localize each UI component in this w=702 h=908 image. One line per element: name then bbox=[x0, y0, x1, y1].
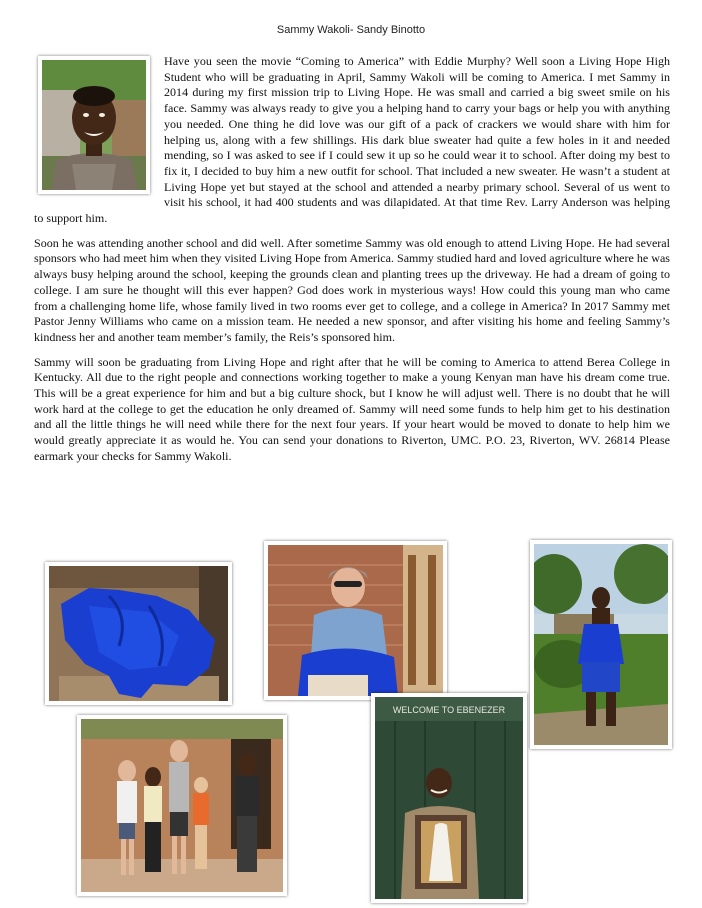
group-mud-house-photo bbox=[77, 715, 287, 896]
paragraph-1: Have you seen the movie “Coming to America” with Eddie Murphy? Well soon a Living Hope High Student who will be graduating in April, Sammy Wakoli will be coming to America. I met Sammy in 2014 during my first mission trip to Living Hope. He was small and carried a big sweet smile on his face. Sammy was always ready to give you a helping hand to carry your bags or help you with anything you needed. One thing he did love was our gift of a pack of crackers we would share with him for helping us, along with a few shillings. His dark blue sweater had quite a few holes in it and needed mending, so I was asked to see if I could sew it up so he could wear it to school. After doing my best to fix it, I decided to buy him a new outfit for school. That included a new sweater. He wasn’t a student at Living Hope yet but stayed at the school and attended a nearby primary school. Several of us went to visit his school, it had 400 students and was dilapidated. At that time Rev. Larry Anderson was helping to support him. bbox=[34, 54, 670, 226]
sandy-sewing-photo bbox=[264, 541, 447, 700]
paragraph-2: Soon he was attending another school and did well. After sometime Sammy was old enough to attend Living Hope. He had several sponsors who had meet him when they visited Living Hope from America. Sammy studied hard and loved agriculture where he was always busy helping around the school, keeping the grounds clean and planting trees up the driveway. He had a dream of going to college. I am sure he thought will this ever happen? God does work in mysterious ways! How could this young man who came from a challenging home life, whose family lived in two rooms ever get to college, and a college in America? In 2017 Sammy met Pastor Jenny Williams who came on a mission team. He needed a new sponsor, and after visiting his home and feeling Sammy’s kindness her and another team member’s family, the Reis’s sponsored him. bbox=[34, 235, 670, 344]
sammy-ebenezer-photo bbox=[371, 693, 527, 903]
sammy-uniform-photo bbox=[530, 540, 672, 749]
blue-sweater-photo bbox=[45, 562, 232, 705]
sammy-portrait-photo bbox=[38, 56, 150, 194]
paragraph-3: Sammy will soon be graduating from Living Hope and right after that he will be coming to America to attend Berea College in Kentucky. All due to the right people and connections working together to make a young Kenyan man have his dream come true. This will be a great experience for him and but a big culture shock, but I know he will adjust well. There is no doubt that he will work hard at the college to get the education he only dreamed of. Sammy will need some funds to help him get to his destination and all the little things he will need while there for the next four years. If your heart would be moved to donate to help him we would greatly appreciate it as would he. You can send your donations to Riverton, UMC. P.O. 23, Riverton, WV. 26814 Please earmark your checks for Sammy Wakoli. bbox=[34, 354, 670, 463]
article-body bbox=[34, 54, 670, 474]
page-header: Sammy Wakoli- Sandy Binotto bbox=[276, 24, 426, 36]
welcome-sign-text: WELCOME TO EBENEZER bbox=[392, 705, 506, 715]
